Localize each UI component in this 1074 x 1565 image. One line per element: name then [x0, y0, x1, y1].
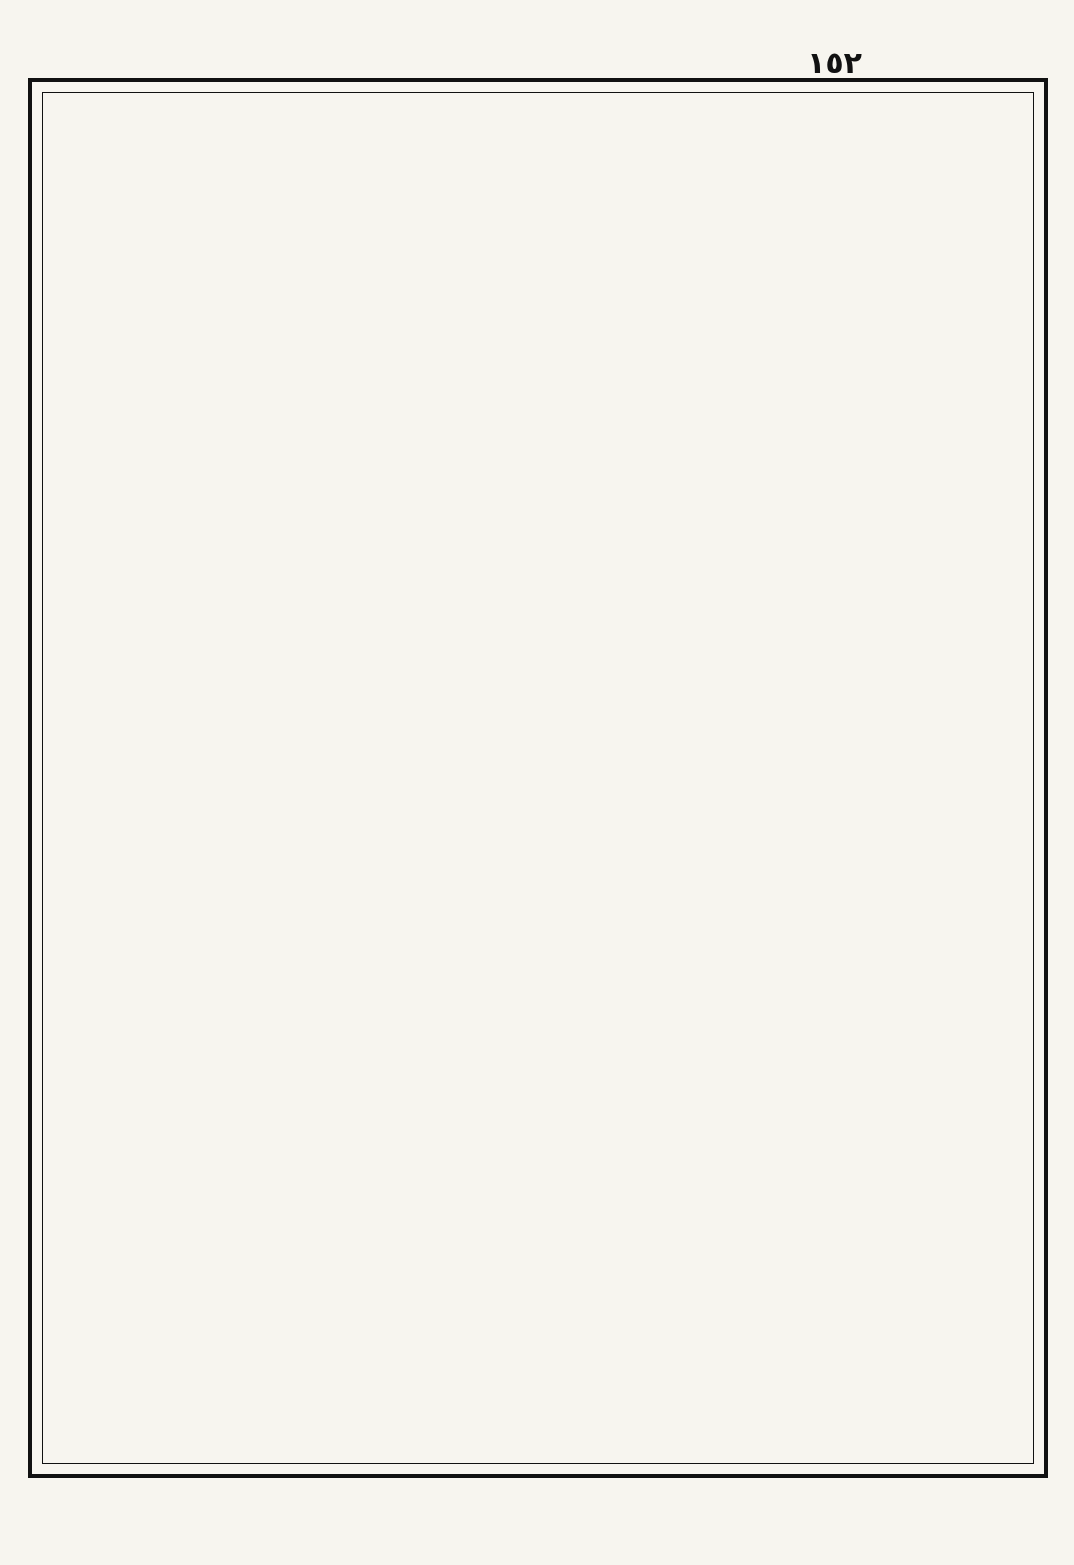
text-line-31: [50, 1230, 1024, 1268]
text-line-06: [50, 285, 1024, 323]
text-line-01: [50, 96, 1024, 134]
text-line-18: [50, 739, 1024, 777]
text-line-04: [50, 209, 1024, 247]
text-line-14: [50, 587, 1024, 625]
text-line-32: [50, 1268, 1024, 1306]
text-line-27: [50, 1079, 1024, 1117]
text-line-07: [50, 323, 1024, 361]
text-line-03: [50, 172, 1024, 210]
text-line-19: [50, 776, 1024, 814]
text-line-28: [50, 1117, 1024, 1155]
text-line-29: [50, 1154, 1024, 1192]
text-line-34: [50, 1343, 1024, 1381]
text-line-33: [50, 1306, 1024, 1344]
text-line-09: [50, 398, 1024, 436]
text-line-24: [50, 965, 1024, 1003]
text-line-30: [50, 1192, 1024, 1230]
text-line-23: [50, 928, 1024, 966]
text-line-17: [50, 701, 1024, 739]
text-line-13: [50, 550, 1024, 588]
text-line-15: [50, 625, 1024, 663]
text-line-25: [50, 1003, 1024, 1041]
body-text: [50, 96, 1024, 1456]
text-line-20: [50, 814, 1024, 852]
text-line-36: [50, 1419, 1024, 1457]
text-line-16: [50, 663, 1024, 701]
text-line-21: [50, 852, 1024, 890]
text-line-11: [50, 474, 1024, 512]
text-line-22: [50, 890, 1024, 928]
text-line-35: [50, 1381, 1024, 1419]
text-line-08: [50, 361, 1024, 399]
text-line-02: [50, 134, 1024, 172]
text-line-26: [50, 1041, 1024, 1079]
text-line-12: [50, 512, 1024, 550]
text-line-10: [50, 436, 1024, 474]
page-number: ١٥٢: [807, 46, 862, 81]
text-line-05: [50, 247, 1024, 285]
